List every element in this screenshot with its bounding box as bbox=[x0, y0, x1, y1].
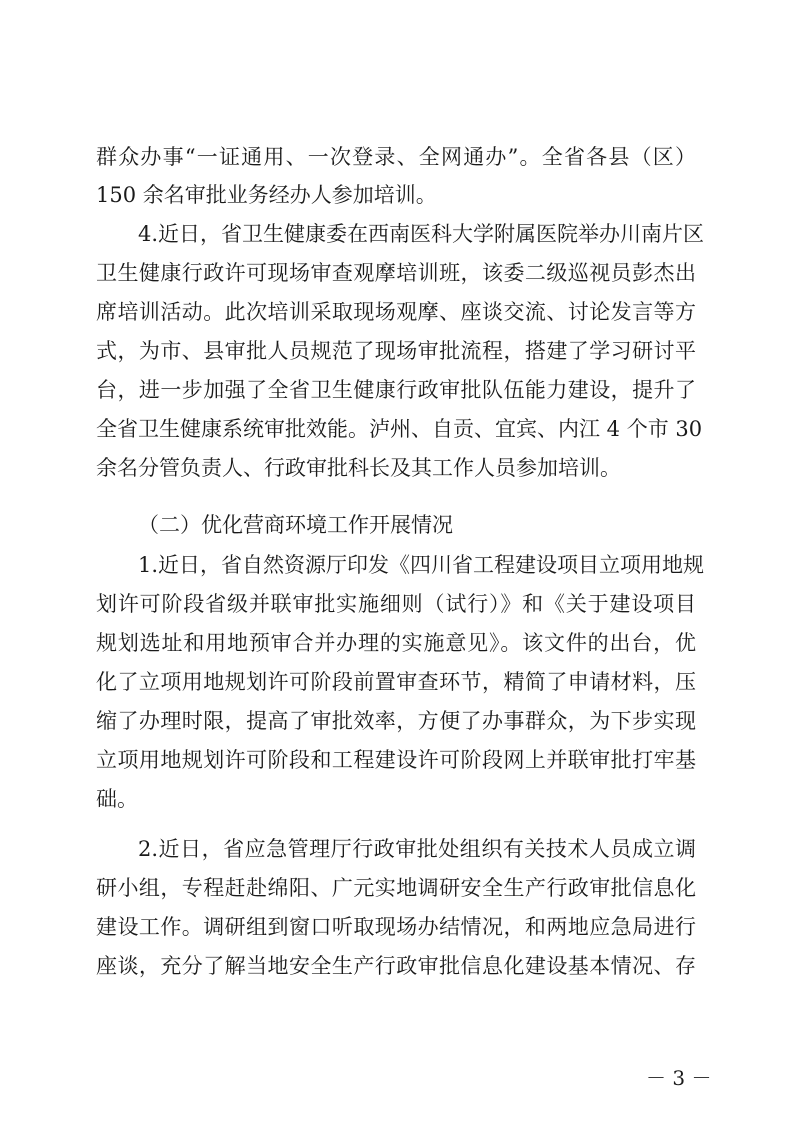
text-line-15: 缩了办理时限，提高了审批效率，方便了办事群众，为下步实现 bbox=[96, 709, 696, 733]
text-line-16: 立项用地规划许可阶段和工程建设许可阶段网上并联审批打牢基 bbox=[96, 748, 696, 772]
section-heading: （二）优化营商环境工作开展情况 bbox=[138, 513, 453, 537]
text-line-20: 建设工作。调研组到窗口听取现场办结情况，和两地应急局进行 bbox=[96, 915, 696, 939]
text-line-7: 台，进一步加强了全省卫生健康行政审批队伍能力建设，提升了 bbox=[96, 378, 696, 402]
text-line-21: 座谈，充分了解当地安全生产行政审批信息化建设基本情况、存 bbox=[96, 954, 696, 978]
text-line-14: 化了立项用地规划许可阶段前置审查环节，精简了申请材料，压 bbox=[96, 670, 696, 694]
text-line-4: 卫生健康行政许可现场审查观摩培训班，该委二级巡视员彭杰出 bbox=[96, 261, 696, 285]
text-line-12: 划许可阶段省级并联审批实施细则（试行）》和《关于建设项目 bbox=[96, 592, 696, 616]
text-line-17: 础。 bbox=[96, 787, 138, 811]
text-line-19: 研小组，专程赶赴绵阳、广元实地调研安全生产行政审批信息化 bbox=[96, 876, 696, 900]
text-line-1: 群众办事“一证通用、一次登录、全网通办”。全省各县（区） bbox=[96, 145, 696, 169]
text-line-8: 全省卫生健康系统审批效能。泸州、自贡、宜宾、内江 4 个市 30 bbox=[96, 417, 703, 441]
text-line-18: 2.近日，省应急管理厅行政审批处组织有关技术人员成立调 bbox=[138, 837, 696, 861]
text-line-3: 4.近日，省卫生健康委在西南医科大学附属医院举办川南片区 bbox=[138, 222, 705, 246]
text-line-9: 余名分管负责人、行政审批科长及其工作人员参加培训。 bbox=[96, 456, 621, 480]
text-line-11: 1.近日，省自然资源厅印发《四川省工程建设项目立项用地规 bbox=[138, 553, 705, 577]
text-line-5: 席培训活动。此次培训采取现场观摩、座谈交流、讨论发言等方 bbox=[96, 300, 696, 324]
text-line-6: 式，为市、县审批人员规范了现场审批流程，搭建了学习研讨平 bbox=[96, 339, 696, 363]
text-line-2: 150 余名审批业务经办人参加培训。 bbox=[96, 183, 437, 207]
page-number: － 3 － bbox=[646, 1066, 712, 1090]
text-line-13: 规划选址和用地预审合并办理的实施意见》。该文件的出台，优 bbox=[96, 631, 696, 655]
